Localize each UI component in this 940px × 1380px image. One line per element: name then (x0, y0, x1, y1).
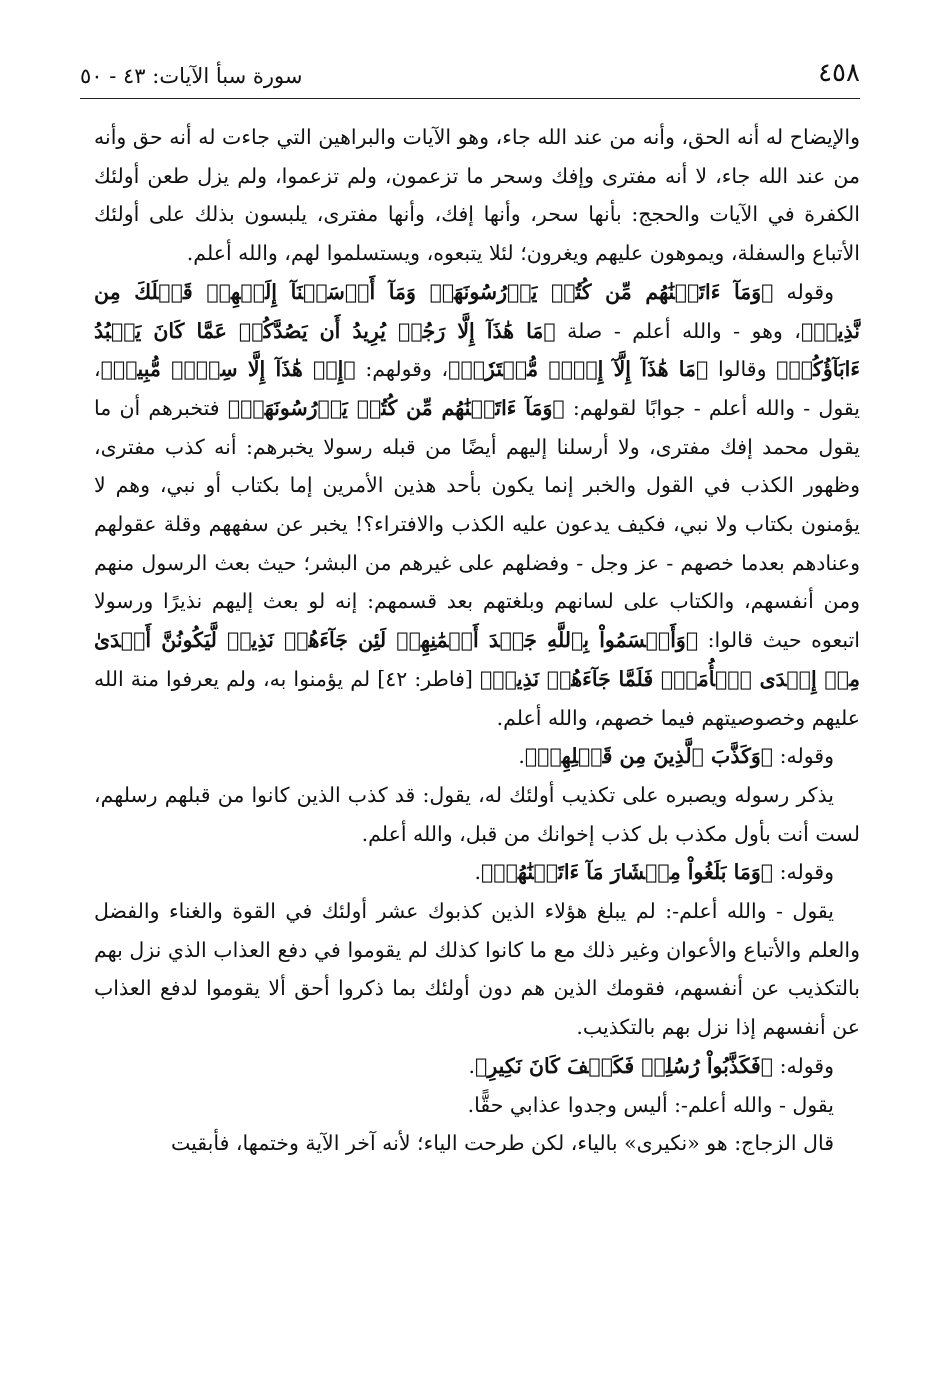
text-run: وقوله: (773, 1053, 834, 1078)
quran-verse: ﴿فَكَذَّبُواْ رُسُلِيۖ فَكَيۡفَ كَانَ نَكِيرِ﴾ (475, 1053, 774, 1078)
paragraph (94, 737, 860, 776)
text-run: يقول - والله أعلم-: لم يبلغ هؤلاء الذين كذبوك عشر أولئك في القوة والغناء والفضل والعلم والأتباع والأعوان وغير ذلك مع ما كانوا كذلك لم يقوموا في دفع العذاب الذي نزل بهم بالتكذيب عن أنفسهم، فقومك الذين هم دون أولئك بما ذكروا أحق ألا يقوموا لدفع العذاب عن أنفسهم إذا نزل بهم بالتكذيب. (94, 899, 860, 1040)
paragraph (94, 273, 860, 737)
text-run: ، يقول - والله أعلم - جوابًا لقولهم: (94, 357, 860, 420)
paragraph (94, 1086, 860, 1125)
running-title: سورة سبأ الآيات: ٤٣ - ٥٠ (80, 64, 303, 88)
text-run: وقوله: (773, 744, 834, 769)
quran-verse: ﴿مَا هَٰذَآ إِلَّآ إِفۡكٞ مُّفۡتَرٗىۚ﴾ (448, 357, 709, 382)
paragraph (94, 853, 860, 892)
text-run: فتخبرهم أن ما يقول محمد إفك مفترى، ولا أرسلنا إليهم أيضًا من قبله رسولا يخبرهم: أنه كذب مفترى، وظهور الكذب في القول والخبر إنما يكون بأحد هذين الأمرين إما بكتاب أو نبي، وهم لا يؤمنون بكتاب ولا نبي، فكيف يدعون عليه الكذب والافتراء؟! يخبر عن سفههم وقلة عقولهم وعنادهم بعدما خصهم - عز وجل - وفضلهم على غيرهم من البشر؛ حيث بعث الرسول منهم ومن أنفسهم، والكتاب على لسانهم وبلغتهم بعد قسمهم: إنه لو بعث إليهم نذيرًا ورسولا اتبعوه حيث قالوا: (94, 395, 860, 653)
text-run: يقول - والله أعلم-: أليس وجدوا عذابي حقًّا. (467, 1092, 834, 1117)
paragraph (94, 118, 860, 273)
text-run: ، وهو - والله أعلم - صلة (555, 318, 801, 343)
quran-verse: ﴿وَكَذَّبَ ٱلَّذِينَ مِن قَبۡلِهِمۡ﴾ (524, 744, 774, 769)
paragraph (94, 776, 860, 853)
quran-verse: ﴿وَمَآ ءَاتَيۡنَٰهُم مِّن كُتُبٖ يَدۡرُسُونَهَاۖ﴾ (227, 395, 565, 420)
quran-verse: ﴿وَمَآ ءَاتَيۡنَٰهُم مِّن كُتُبٖ يَدۡرُسُونَهَاۖ وَمَآ أَرۡسَلۡنَآ إِلَيۡهِمۡ قَبۡلَكَ مِن نَّذِيرٖ﴾ (94, 279, 861, 343)
text-run: والإيضاح له أنه الحق، وأنه من عند الله جاء، وهو الآيات والبراهين التي جاءت له أنه حق وأنه من عند الله جاء، لا أنه مفترى وإفك وسحر ما تزعمون، ولم تزعموا، ولم يزل طعن أولئك الكفرة في الآيات والحجج: بأنها سحر، وأنها إفك، وأنها مفترى، يلبسون بذلك على أولئك الأتباع والسفلة، ويموهون عليهم ويغرون؛ لئلا يتبعوه، ويستسلموا لهم، والله أعلم. (94, 125, 860, 266)
text-run: وقالوا (708, 357, 777, 382)
page-number: ٤٥٨ (818, 58, 860, 88)
paragraph (94, 892, 860, 1047)
text-run: وقوله (773, 279, 835, 304)
text-run: . (468, 1053, 476, 1078)
body-text (94, 118, 860, 1163)
page-header (80, 50, 860, 99)
text-run: . (474, 860, 481, 885)
quran-verse: ﴿إِنۡ هَٰذَآ إِلَّا سِحۡرٞ مُّبِينٞ﴾ (100, 357, 356, 382)
paragraph (94, 1047, 860, 1086)
quran-verse: ﴿وَمَا بَلَغُواْ مِعۡشَارَ مَآ ءَاتَيۡنَٰهُمۡ﴾ (480, 860, 774, 885)
paragraph (94, 1124, 860, 1163)
text-run: . (518, 744, 525, 769)
text-run: ، وقولهم: (355, 357, 449, 382)
text-run: يذكر رسوله ويصبره على تكذيب أولئك له، يقول: قد كذب الذين كانوا من قبلهم رسلهم، لست أنت بأول مكذب بل كذب إخوانك من قبل، والله أعلم. (94, 782, 860, 846)
text-run: وقوله: (773, 860, 834, 885)
text-run: [فاطر: ٤٢] لم يؤمنوا به، ولم يعرفوا منة الله عليهم وخصوصيتهم فيما خصهم، والله أعلم. (94, 666, 860, 730)
quran-verse: ﴿مَا هَٰذَآ إِلَّا رَجُلٞ يُرِيدُ أَن يَصُدَّكُمۡ عَمَّا كَانَ يَعۡبُدُ ءَابَآؤُكُمۡ﴾ (94, 318, 861, 382)
quran-verse: ﴿وَأَقۡسَمُواْ بِٱللَّهِ جَهۡدَ أَيۡمَٰنِهِمۡ لَئِن جَآءَهُمۡ نَذِيرٞ لَّيَكُونُنَّ أَهۡدَىٰ مِنۡ إِحۡدَى ٱلۡأُمَمِۖ فَلَمَّا جَآءَهُمۡ نَذِيرٞ﴾ (94, 628, 860, 691)
text-run: قال الزجاج: هو «نكيرى» بالياء، لكن طرحت الياء؛ لأنه آخر الآية وختمها، فأبقيت (170, 1131, 834, 1156)
